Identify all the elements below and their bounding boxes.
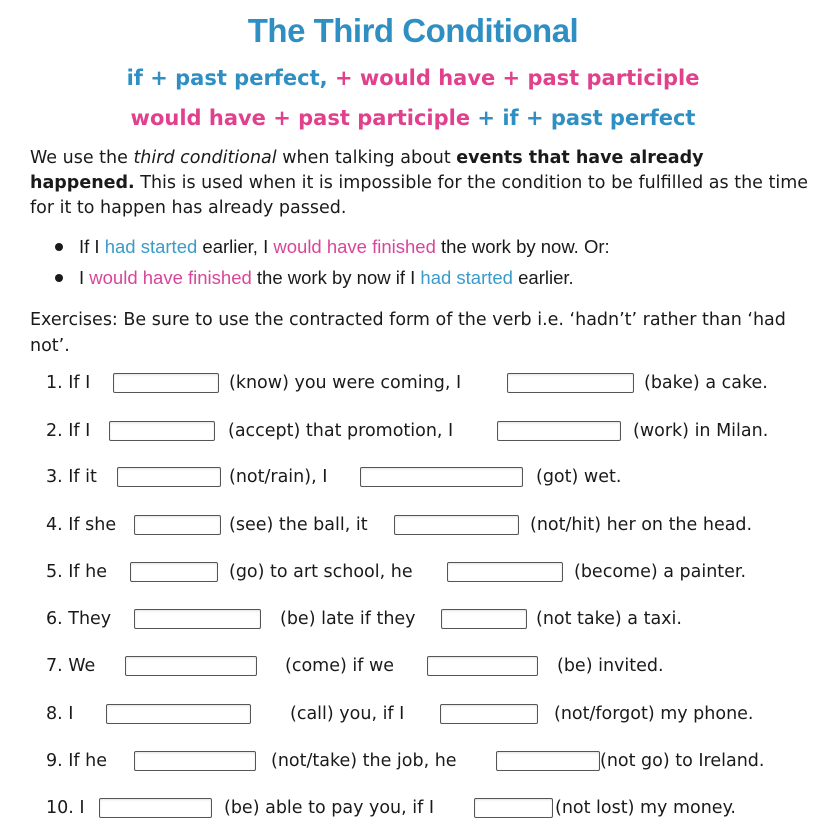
- answer-input[interactable]: [130, 562, 218, 582]
- exercise-row: [0, 699, 826, 729]
- exercise-middle: (call) you, if I: [290, 704, 405, 724]
- answer-input[interactable]: [125, 656, 257, 676]
- answer-input[interactable]: [394, 515, 519, 535]
- answer-input[interactable]: [360, 467, 523, 487]
- exercise-middle: (go) to art school, he: [229, 562, 413, 582]
- intro-paragraph: We use the third conditional when talking about events that have already happened. This is used when it is impossible for the condition to be fulfilled as the time for it to happen has already passed.: [30, 148, 809, 218]
- exercise-end: (become) a painter.: [574, 562, 747, 582]
- example-list: [52, 234, 610, 296]
- exercise-row: [0, 746, 826, 776]
- formula-if-clause: if + past perfect,: [126, 66, 328, 90]
- exercise-middle: (not/take) the job, he: [271, 751, 457, 771]
- exercise-start: 8. I: [46, 704, 74, 724]
- answer-input[interactable]: [507, 373, 634, 393]
- exercise-middle: (come) if we: [285, 656, 395, 676]
- exercise-start: 2. If I: [46, 421, 91, 441]
- exercise-start: 4. If she: [46, 515, 117, 535]
- example-item: I would have finished the work by now if I had started earlier.: [52, 265, 610, 296]
- answer-input[interactable]: [440, 704, 538, 724]
- exercise-start: 6. They: [46, 609, 112, 629]
- answer-input[interactable]: [134, 609, 261, 629]
- exercise-end: (not/hit) her on the head.: [530, 515, 753, 535]
- answer-input[interactable]: [117, 467, 221, 487]
- answer-input[interactable]: [474, 798, 553, 818]
- exercise-row: [0, 510, 826, 540]
- exercise-start: 9. If he: [46, 751, 108, 771]
- answer-input[interactable]: [441, 609, 527, 629]
- exercise-start: 7. We: [46, 656, 96, 676]
- exercise-middle: (be) late if they: [280, 609, 416, 629]
- exercise-end: (not go) to Ireland.: [600, 751, 765, 771]
- page-title: The Third Conditional: [247, 12, 579, 49]
- exercise-start: 3. If it: [46, 467, 97, 487]
- exercise-middle: (see) the ball, it: [229, 515, 368, 535]
- exercise-end: (work) in Milan.: [633, 421, 769, 441]
- answer-input[interactable]: [109, 421, 215, 441]
- exercise-row: [0, 416, 826, 446]
- exercise-row: [0, 368, 826, 398]
- exercise-row: [0, 651, 826, 681]
- answer-input[interactable]: [447, 562, 563, 582]
- formula-result-clause: would have + past participle: [130, 106, 471, 130]
- answer-input[interactable]: [113, 373, 219, 393]
- formula-if-first: [0, 66, 826, 90]
- exercise-end: (not/forgot) my phone.: [554, 704, 754, 724]
- exercise-instructions: Exercises: Be sure to use the contracted form of the verb i.e. ‘hadn’t’ rather than ‘had not’.: [30, 310, 786, 356]
- example-item: If I had started earlier, I would have finished the work by now. Or:: [52, 234, 610, 265]
- exercise-row: [0, 557, 826, 587]
- exercise-row: [0, 793, 826, 823]
- exercise-end: (not lost) my money.: [555, 798, 736, 818]
- exercise-end: (bake) a cake.: [644, 373, 768, 393]
- answer-input[interactable]: [134, 515, 221, 535]
- answer-input[interactable]: [134, 751, 256, 771]
- formula-result-clause: + would have + past participle: [334, 66, 700, 90]
- exercise-start: 10. I: [46, 798, 85, 818]
- exercise-end: (not take) a taxi.: [536, 609, 682, 629]
- exercise-end: (be) invited.: [557, 656, 664, 676]
- exercise-row: [0, 604, 826, 634]
- exercise-start: 1. If I: [46, 373, 91, 393]
- exercise-end: (got) wet.: [536, 467, 622, 487]
- formula-if-clause: + if + past perfect: [477, 106, 696, 130]
- exercise-middle: (not/rain), I: [229, 467, 328, 487]
- answer-input[interactable]: [427, 656, 538, 676]
- answer-input[interactable]: [496, 751, 600, 771]
- exercise-middle: (accept) that promotion, I: [228, 421, 454, 441]
- exercise-middle: (know) you were coming, I: [229, 373, 462, 393]
- exercise-row: [0, 462, 826, 492]
- answer-input[interactable]: [497, 421, 621, 441]
- answer-input[interactable]: [106, 704, 251, 724]
- formula-result-first: [0, 106, 826, 130]
- exercise-middle: (be) able to pay you, if I: [224, 798, 435, 818]
- answer-input[interactable]: [99, 798, 212, 818]
- exercise-start: 5. If he: [46, 562, 108, 582]
